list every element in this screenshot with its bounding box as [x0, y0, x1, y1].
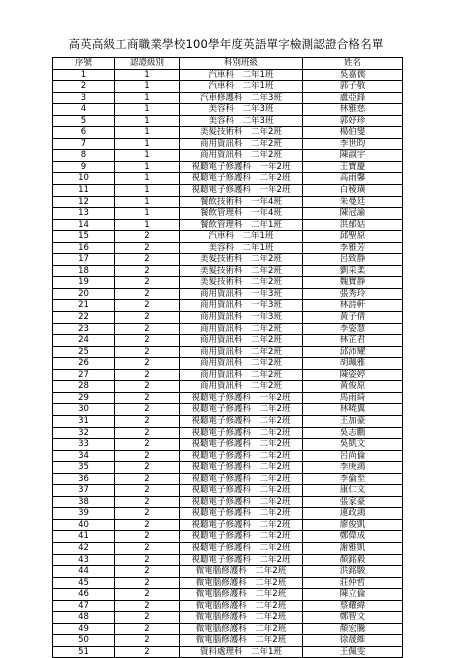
department-class-cell: 資料處理科 二年1班 [180, 646, 303, 658]
student-name-cell: 王加豪 [303, 415, 403, 427]
table-row [53, 346, 403, 358]
serial-number-cell: 28 [53, 381, 115, 393]
table-row [53, 439, 403, 451]
serial-number-cell: 26 [53, 358, 115, 370]
certification-level-cell: 2 [115, 600, 180, 612]
serial-number-cell: 3 [53, 92, 115, 104]
department-class-cell: 商用資訊科 二年2班 [180, 381, 303, 393]
serial-number-cell: 4 [53, 104, 115, 116]
department-class-cell: 商用資訊科 二年2班 [180, 358, 303, 370]
table-row [53, 427, 403, 439]
department-class-cell: 商用資訊科 二年2班 [180, 346, 303, 358]
department-class-cell: 商用資訊科 二年2班 [180, 369, 303, 381]
serial-number-cell: 19 [53, 277, 115, 289]
certification-level-cell: 2 [115, 496, 180, 508]
table-row [53, 577, 403, 589]
table-row [53, 115, 403, 127]
table-row [53, 288, 403, 300]
certification-level-cell: 2 [115, 323, 180, 335]
department-class-cell: 餐飲技術科 一年4班 [180, 196, 303, 208]
certification-level-cell: 2 [115, 254, 180, 266]
table-row [53, 519, 403, 531]
student-name-cell: 林芷君 [303, 335, 403, 347]
serial-number-cell: 5 [53, 115, 115, 127]
student-name-cell: 郭妤珍 [303, 115, 403, 127]
certification-level-cell: 1 [115, 173, 180, 185]
table-row [53, 104, 403, 116]
table-row [53, 335, 403, 347]
department-class-cell: 微電腦修護科 二年2班 [180, 589, 303, 601]
table-row [53, 508, 403, 520]
serial-number-cell: 11 [53, 185, 115, 197]
page-title: 高英高級工商職業學校100學年度英語單字檢測認證合格名單 [68, 37, 384, 51]
header-student-name: 姓名 [303, 58, 403, 70]
student-name-cell: 林曉翼 [303, 404, 403, 416]
serial-number-cell: 16 [53, 242, 115, 254]
certification-level-cell: 2 [115, 231, 180, 243]
student-name-cell: 李庚鴻 [303, 462, 403, 474]
student-name-cell: 魏寶靜 [303, 277, 403, 289]
student-name-cell: 蔡耀緯 [303, 600, 403, 612]
student-name-cell: 呂尚倫 [303, 450, 403, 462]
department-class-cell: 視聽電子修護科 二年2班 [180, 531, 303, 543]
serial-number-cell: 1 [53, 69, 115, 81]
student-name-cell: 陳立倫 [303, 589, 403, 601]
student-name-cell: 黃子倩 [303, 312, 403, 324]
certification-level-cell: 2 [115, 242, 180, 254]
serial-number-cell: 30 [53, 404, 115, 416]
department-class-cell: 商用資訊科 二年2班 [180, 323, 303, 335]
department-class-cell: 汽車科 二年1班 [180, 81, 303, 93]
department-class-cell: 視聽電子修護科 二年2班 [180, 462, 303, 474]
table-row [53, 635, 403, 647]
serial-number-cell: 33 [53, 439, 115, 451]
table-row [53, 127, 403, 139]
student-name-cell: 盧亞鋒 [303, 92, 403, 104]
certification-level-cell: 2 [115, 277, 180, 289]
serial-number-cell: 25 [53, 346, 115, 358]
table-row [53, 161, 403, 173]
certification-level-cell: 2 [115, 346, 180, 358]
table-row [53, 404, 403, 416]
department-class-cell: 微電腦修護科 二年2班 [180, 566, 303, 578]
student-name-cell: 邱聖原 [303, 231, 403, 243]
student-name-cell: 李雅芳 [303, 242, 403, 254]
department-class-cell: 視聽電子修護科 二年2班 [180, 173, 303, 185]
certification-level-cell: 2 [115, 589, 180, 601]
certification-level-cell: 2 [115, 508, 180, 520]
table-row [53, 196, 403, 208]
student-name-cell: 顏銘毅 [303, 554, 403, 566]
certification-level-cell: 1 [115, 185, 180, 197]
table-row [53, 531, 403, 543]
department-class-cell: 商用資訊科 一年3班 [180, 288, 303, 300]
certification-level-cell: 2 [115, 450, 180, 462]
table-row [53, 81, 403, 93]
certification-level-cell: 2 [115, 519, 180, 531]
serial-number-cell: 6 [53, 127, 115, 139]
student-name-cell: 陳淑宇 [303, 150, 403, 162]
student-name-cell: 鄭偉成 [303, 531, 403, 543]
department-class-cell: 美容科 二年1班 [180, 242, 303, 254]
table-row [53, 231, 403, 243]
certification-level-cell: 2 [115, 554, 180, 566]
certification-level-cell: 1 [115, 196, 180, 208]
serial-number-cell: 14 [53, 219, 115, 231]
certification-level-cell: 2 [115, 404, 180, 416]
certification-level-cell: 2 [115, 462, 180, 474]
certification-level-cell: 2 [115, 473, 180, 485]
certification-level-cell: 2 [115, 542, 180, 554]
serial-number-cell: 46 [53, 589, 115, 601]
student-name-cell: 黃俊原 [303, 381, 403, 393]
student-name-cell: 王佩雯 [303, 646, 403, 658]
serial-number-cell: 36 [53, 473, 115, 485]
student-name-cell: 呂致靜 [303, 254, 403, 266]
department-class-cell: 微電腦修護科 二年2班 [180, 623, 303, 635]
serial-number-cell: 2 [53, 81, 115, 93]
certification-level-cell: 2 [115, 635, 180, 647]
student-name-cell: 楊伯燮 [303, 127, 403, 139]
department-class-cell: 視聽電子修護科 一年2班 [180, 161, 303, 173]
department-class-cell: 商用資訊科 一年3班 [180, 300, 303, 312]
student-name-cell: 徐晟維 [303, 635, 403, 647]
table-row [53, 589, 403, 601]
student-name-cell: 吳嘉儒 [303, 69, 403, 81]
serial-number-cell: 13 [53, 208, 115, 220]
certification-level-cell: 2 [115, 646, 180, 658]
table-row [53, 358, 403, 370]
certification-level-cell: 1 [115, 150, 180, 162]
table-row [53, 381, 403, 393]
certification-level-cell: 1 [115, 104, 180, 116]
certification-level-cell: 2 [115, 612, 180, 624]
table-row [53, 185, 403, 197]
table-row [53, 173, 403, 185]
student-name-cell: 顏宏騰 [303, 623, 403, 635]
student-name-cell: 吳志鵬 [303, 427, 403, 439]
serial-number-cell: 38 [53, 496, 115, 508]
department-class-cell: 美容科 二年3班 [180, 104, 303, 116]
student-name-cell: 莊仲哲 [303, 577, 403, 589]
serial-number-cell: 45 [53, 577, 115, 589]
certification-level-cell: 2 [115, 439, 180, 451]
certification-level-cell: 2 [115, 392, 180, 404]
table-row [53, 92, 403, 104]
table-row [53, 612, 403, 624]
certification-level-cell: 2 [115, 369, 180, 381]
table-row [53, 646, 403, 658]
department-class-cell: 美容科 二年3班 [180, 115, 303, 127]
certification-level-cell: 2 [115, 531, 180, 543]
serial-number-cell: 49 [53, 623, 115, 635]
serial-number-cell: 10 [53, 173, 115, 185]
student-name-cell: 李姿慧 [303, 323, 403, 335]
table-row [53, 392, 403, 404]
table-row [53, 450, 403, 462]
serial-number-cell: 47 [53, 600, 115, 612]
student-name-cell: 林雅慈 [303, 104, 403, 116]
student-name-cell: 陳姿婷 [303, 369, 403, 381]
table-row [53, 600, 403, 612]
certification-level-cell: 1 [115, 219, 180, 231]
serial-number-cell: 20 [53, 288, 115, 300]
table-header-row [53, 58, 403, 70]
header-department-class: 科別班級 [180, 58, 303, 70]
student-name-cell: 洪郁姑 [303, 219, 403, 231]
department-class-cell: 餐飲管理科 一年4班 [180, 208, 303, 220]
student-name-cell: 李世昀 [303, 138, 403, 150]
header-serial-number: 序號 [53, 58, 115, 70]
student-name-cell: 陳冠諭 [303, 208, 403, 220]
table-row [53, 208, 403, 220]
certification-level-cell: 2 [115, 381, 180, 393]
student-name-cell: 廖俊凱 [303, 519, 403, 531]
table-row [53, 554, 403, 566]
table-row [53, 566, 403, 578]
department-class-cell: 微電腦修護科 二年2班 [180, 577, 303, 589]
student-name-cell: 白稜璜 [303, 185, 403, 197]
serial-number-cell: 37 [53, 485, 115, 497]
department-class-cell: 視聽電子修護科 二年2班 [180, 427, 303, 439]
department-class-cell: 微電腦修護科 二年2班 [180, 600, 303, 612]
certification-level-cell: 2 [115, 577, 180, 589]
table-row [53, 473, 403, 485]
table-row [53, 254, 403, 266]
department-class-cell: 視聽電子修護科 一年2班 [180, 392, 303, 404]
department-class-cell: 美髮技術科 二年2班 [180, 254, 303, 266]
student-name-cell: 馬雨綺 [303, 392, 403, 404]
table-row [53, 138, 403, 150]
table-row [53, 485, 403, 497]
serial-number-cell: 34 [53, 450, 115, 462]
serial-number-cell: 42 [53, 542, 115, 554]
table-row [53, 277, 403, 289]
serial-number-cell: 24 [53, 335, 115, 347]
student-name-cell: 鄭智文 [303, 612, 403, 624]
certification-level-cell: 1 [115, 81, 180, 93]
serial-number-cell: 43 [53, 554, 115, 566]
certification-level-cell: 2 [115, 265, 180, 277]
department-class-cell: 視聽電子修護科 二年2班 [180, 519, 303, 531]
serial-number-cell: 48 [53, 612, 115, 624]
table-row [53, 415, 403, 427]
serial-number-cell: 12 [53, 196, 115, 208]
student-name-cell: 吳凱文 [303, 439, 403, 451]
department-class-cell: 商用資訊科 二年2班 [180, 138, 303, 150]
table-row [53, 542, 403, 554]
department-class-cell: 視聽電子修護科 二年2班 [180, 450, 303, 462]
student-name-cell: 張家豪 [303, 496, 403, 508]
certification-level-cell: 2 [115, 623, 180, 635]
table-row [53, 496, 403, 508]
certification-level-cell: 2 [115, 358, 180, 370]
department-class-cell: 商用資訊科 一年3班 [180, 312, 303, 324]
certification-level-cell: 2 [115, 312, 180, 324]
certification-level-cell: 2 [115, 288, 180, 300]
certification-level-cell: 2 [115, 485, 180, 497]
certification-level-cell: 2 [115, 300, 180, 312]
department-class-cell: 美髮技術科 二年2班 [180, 265, 303, 277]
student-name-cell: 李倫至 [303, 473, 403, 485]
student-name-cell: 連政鴻 [303, 508, 403, 520]
serial-number-cell: 39 [53, 508, 115, 520]
table-row [53, 623, 403, 635]
student-name-cell: 林詩軒 [303, 300, 403, 312]
serial-number-cell: 31 [53, 415, 115, 427]
certification-level-cell: 2 [115, 335, 180, 347]
serial-number-cell: 50 [53, 635, 115, 647]
serial-number-cell: 32 [53, 427, 115, 439]
serial-number-cell: 35 [53, 462, 115, 474]
certification-level-cell: 1 [115, 161, 180, 173]
certification-level-cell: 1 [115, 127, 180, 139]
serial-number-cell: 9 [53, 161, 115, 173]
department-class-cell: 視聽電子修護科 二年2班 [180, 542, 303, 554]
student-name-cell: 王寶慶 [303, 161, 403, 173]
department-class-cell: 視聽電子修護科 二年2班 [180, 473, 303, 485]
table-row [53, 219, 403, 231]
department-class-cell: 商用資訊科 二年2班 [180, 150, 303, 162]
serial-number-cell: 7 [53, 138, 115, 150]
student-name-cell: 朱曼廷 [303, 196, 403, 208]
serial-number-cell: 44 [53, 566, 115, 578]
serial-number-cell: 23 [53, 323, 115, 335]
certification-level-cell: 2 [115, 415, 180, 427]
student-name-cell: 高雨馨 [303, 173, 403, 185]
certification-table [52, 57, 403, 658]
department-class-cell: 汽車科 二年1班 [180, 231, 303, 243]
table-row [53, 323, 403, 335]
student-name-cell: 劉采柔 [303, 265, 403, 277]
department-class-cell: 汽車科 二年1班 [180, 69, 303, 81]
certification-level-cell: 2 [115, 427, 180, 439]
department-class-cell: 視聽電子修護科 二年2班 [180, 439, 303, 451]
serial-number-cell: 41 [53, 531, 115, 543]
department-class-cell: 汽車修護科 二年3班 [180, 92, 303, 104]
table-row [53, 69, 403, 81]
serial-number-cell: 15 [53, 231, 115, 243]
table-row [53, 369, 403, 381]
student-name-cell: 洪銘駿 [303, 566, 403, 578]
certification-level-cell: 1 [115, 208, 180, 220]
table-row [53, 462, 403, 474]
department-class-cell: 視聽電子修護科 二年2班 [180, 485, 303, 497]
table-row [53, 312, 403, 324]
header-certification-level: 認證級別 [115, 58, 180, 70]
department-class-cell: 美髮技術科 二年2班 [180, 277, 303, 289]
department-class-cell: 微電腦修護科 二年2班 [180, 612, 303, 624]
department-class-cell: 視聽電子修護科 二年2班 [180, 496, 303, 508]
certification-level-cell: 1 [115, 115, 180, 127]
department-class-cell: 微電腦修護科 二年2班 [180, 635, 303, 647]
serial-number-cell: 40 [53, 519, 115, 531]
serial-number-cell: 18 [53, 265, 115, 277]
certification-level-cell: 1 [115, 69, 180, 81]
serial-number-cell: 29 [53, 392, 115, 404]
department-class-cell: 商用資訊科 二年2班 [180, 335, 303, 347]
certification-level-cell: 2 [115, 566, 180, 578]
department-class-cell: 視聽電子修護科 二年2班 [180, 415, 303, 427]
serial-number-cell: 17 [53, 254, 115, 266]
serial-number-cell: 51 [53, 646, 115, 658]
department-class-cell: 視聽電子修護科 一年2班 [180, 185, 303, 197]
table-row [53, 242, 403, 254]
student-name-cell: 張秀玲 [303, 288, 403, 300]
serial-number-cell: 22 [53, 312, 115, 324]
department-class-cell: 視聽電子修護科 二年2班 [180, 404, 303, 416]
student-name-cell: 邱沛耀 [303, 346, 403, 358]
certification-level-cell: 1 [115, 92, 180, 104]
department-class-cell: 美髮技術科 二年2班 [180, 127, 303, 139]
table-row [53, 150, 403, 162]
student-name-cell: 康仁文 [303, 485, 403, 497]
department-class-cell: 餐飲管理科 二年1班 [180, 219, 303, 231]
student-name-cell: 郭子敬 [303, 81, 403, 93]
department-class-cell: 視聽電子修護科 二年2班 [180, 508, 303, 520]
serial-number-cell: 8 [53, 150, 115, 162]
certification-level-cell: 1 [115, 138, 180, 150]
serial-number-cell: 21 [53, 300, 115, 312]
department-class-cell: 視聽電子修護科 二年2班 [180, 554, 303, 566]
table-row [53, 265, 403, 277]
student-name-cell: 胡珮雅 [303, 358, 403, 370]
table-row [53, 300, 403, 312]
student-name-cell: 謝雅凱 [303, 542, 403, 554]
serial-number-cell: 27 [53, 369, 115, 381]
